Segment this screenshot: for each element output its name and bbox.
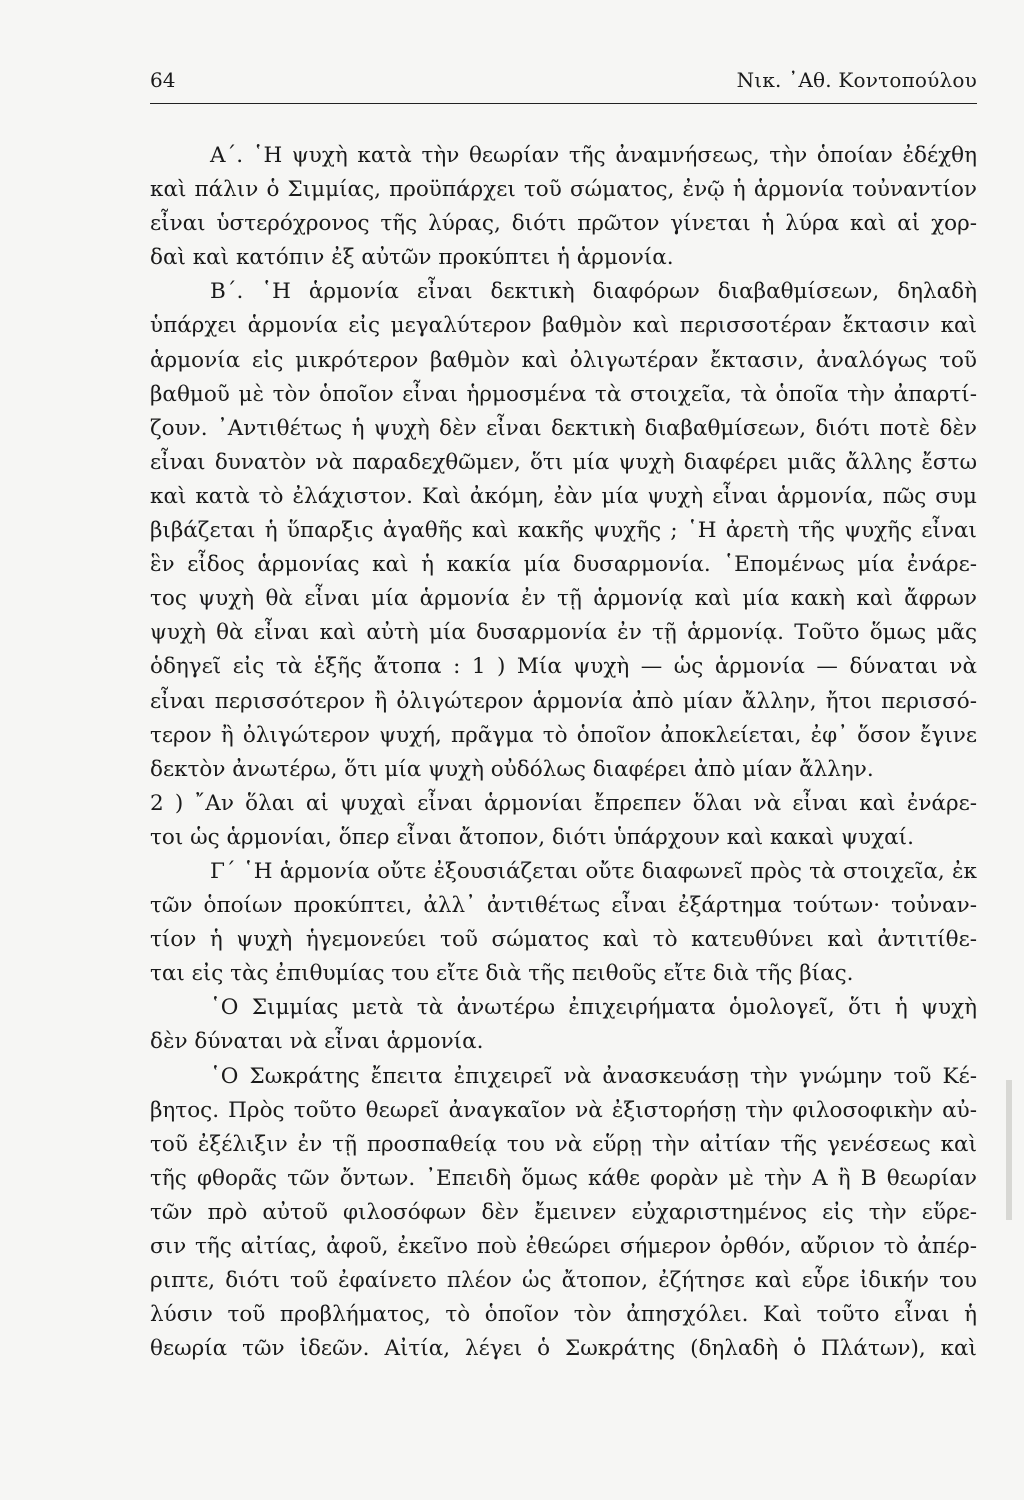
header-rule	[150, 103, 977, 104]
text-line: τοι ὡς ἁρμονίαι, ὅπερ εἶναι ἄτοπον, διότι ὑπάρχουν καὶ κακαὶ ψυχαί.	[150, 824, 914, 850]
text-line: βαθμοῦ μὲ τὸν ὁποῖον εἶναι ἡρμοσμένα τὰ στοιχεῖα, τὰ ὁποῖα τὴν ἀπαρτί-	[150, 381, 977, 407]
text-line: καὶ κατὰ τὸ ἐλάχιστον. Καὶ ἀκόμη, ἐὰν μία ψυχὴ εἶναι ἁρμονία, πῶς συμ	[150, 483, 977, 509]
text-line: καὶ πάλιν ὁ Σιμμίας, προϋπάρχει τοῦ σώματος, ἐνῷ ἡ ἁρμονία τοὐναντίον	[150, 177, 977, 203]
text-line: τῶν πρὸ αὐτοῦ φιλοσόφων δὲν ἔμεινεν εὐχαριστημένος εἰς τὴν εὕρε-	[150, 1199, 977, 1225]
text-line: τοῦ ἐξέλιξιν ἐν τῇ προσπαθείᾳ του νὰ εὕρῃ τὴν αἰτίαν τῆς γενέσεως καὶ	[150, 1131, 977, 1157]
text-line: ζουν. ᾿Αντιθέτως ἡ ψυχὴ δὲν εἶναι δεκτικὴ διαβαθμίσεων, διότι ποτὲ δὲν	[150, 415, 977, 441]
text-line: ὑπάρχει ἁρμονία εἰς μεγαλύτερον βαθμὸν καὶ περισσοτέραν ἔκτασιν καὶ	[150, 313, 977, 339]
text-line: εἶναι περισσότερον ἢ ὀλιγώτερον ἁρμονία ἀπὸ μίαν ἄλλην, ἤτοι περισσό-	[150, 688, 977, 714]
text-line: τίον ἡ ψυχὴ ἡγεμονεύει τοῦ σώματος καὶ τὸ κατευθύνει καὶ ἀντιτίθε-	[150, 927, 977, 953]
text-line: βιβάζεται ἡ ὕπαρξις ἀγαθῆς καὶ κακῆς ψυχῆς ; ῾Η ἀρετὴ τῆς ψυχῆς εἶναι	[150, 518, 977, 544]
text-line: ἁρμονία εἰς μικρότερον βαθμὸν καὶ ὀλιγωτέραν ἔκτασιν, ἀναλόγως τοῦ	[150, 347, 977, 373]
text-line: ῾Ο Σιμμίας μετὰ τὰ ἀνωτέρω ἐπιχειρήματα ὁμολογεῖ, ὅτι ἡ ψυχὴ	[210, 995, 977, 1021]
text-line: σιν τῆς αἰτίας, ἀφοῦ, ἐκεῖνο ποὺ ἐθεώρει σήμερον ὀρθόν, αὔριον τὸ ἀπέρ-	[150, 1234, 977, 1259]
text-line: 2 ) ῎Αν ὅλαι αἱ ψυχαὶ εἶναι ἁρμονίαι ἔπρεπεν ὅλαι νὰ εἶναι καὶ ἐνάρε-	[150, 790, 977, 816]
page-header	[150, 66, 977, 100]
text-line: δεκτὸν ἀνωτέρω, ὅτι μία ψυχὴ οὐδόλως διαφέρει ἀπὸ μίαν ἄλλην.	[150, 756, 874, 782]
text-line: Α΄. ῾Η ψυχὴ κατὰ τὴν θεωρίαν τῆς ἀναμνήσεως, τὴν ὁποίαν ἐδέχθη	[210, 143, 977, 168]
text-line: ὁδηγεῖ εἰς τὰ ἑξῆς ἄτοπα : 1 ) Μία ψυχὴ — ὡς ἁρμονία — δύναται νὰ	[150, 654, 977, 680]
text-line: λύσιν τοῦ προβλήματος, τὸ ὁποῖον τὸν ἀπησχόλει. Καὶ τοῦτο εἶναι ἡ	[150, 1302, 977, 1328]
page-number: 64	[150, 68, 176, 92]
text-line: ῾Ο Σωκράτης ἔπειτα ἐπιχειρεῖ νὰ ἀνασκευάσῃ τὴν γνώμην τοῦ Κέ-	[210, 1063, 977, 1089]
text-line: βητος. Πρὸς τοῦτο θεωρεῖ ἀναγκαῖον νὰ ἐξιστορήσῃ τὴν φιλοσοφικὴν αὐ-	[150, 1097, 977, 1123]
text-line: ται εἰς τὰς ἐπιθυμίας του εἴτε διὰ τῆς πειθοῦς εἴτε διὰ τῆς βίας.	[150, 961, 854, 987]
text-line: εἶναι δυνατὸν νὰ παραδεχθῶμεν, ὅτι μία ψυχὴ διαφέρει μιᾶς ἄλλης ἔστω	[150, 449, 977, 475]
scan-edge-shadow	[1006, 1080, 1012, 1220]
text-line: ριπτε, διότι τοῦ ἐφαίνετο πλέον ὡς ἄτοπον, ἐζήτησε καὶ εὗρε ἰδικήν του	[150, 1268, 977, 1294]
body-text	[150, 139, 977, 1366]
text-line: τῆς φθορᾶς τῶν ὄντων. ᾿Επειδὴ ὅμως κάθε φορὰν μὲ τὴν Α ἢ Β θεωρίαν	[150, 1165, 977, 1191]
text-line: θεωρία τῶν ἰδεῶν. Αἰτία, λέγει ὁ Σωκράτης (δηλαδὴ ὁ Πλάτων), καὶ	[150, 1336, 977, 1362]
running-head: Νικ. ᾿Αθ. Κοντοπούλου	[736, 68, 977, 92]
text-line: δαὶ καὶ κατόπιν ἐξ αὐτῶν προκύπτει ἡ ἁρμονία.	[150, 245, 674, 271]
text-line: δὲν δύναται νὰ εἶναι ἁρμονία.	[150, 1029, 484, 1055]
text-line: τῶν ὁποίων προκύπτει, ἀλλ᾿ ἀντιθέτως εἶναι ἐξάρτημα τούτων· τοὐναν-	[150, 893, 977, 919]
text-line: Γ΄ ῾Η ἁρμονία οὔτε ἐξουσιάζεται οὔτε διαφωνεῖ πρὸς τὰ στοιχεῖα, ἐκ	[210, 858, 977, 884]
text-line: εἶναι ὑστερόχρονος τῆς λύρας, διότι πρῶτον γίνεται ἡ λύρα καὶ αἱ χορ-	[150, 211, 977, 237]
text-line: Β΄. ῾Η ἁρμονία εἶναι δεκτικὴ διαφόρων διαβαθμίσεων, δηλαδὴ	[210, 279, 977, 305]
text-line: τος ψυχὴ θὰ εἶναι μία ἁρμονία ἐν τῇ ἁρμονίᾳ καὶ μία κακὴ καὶ ἄφρων	[150, 586, 977, 612]
text-line: ψυχὴ θὰ εἶναι καὶ αὐτὴ μία δυσαρμονία ἐν τῇ ἁρμονίᾳ. Τοῦτο ὅμως μᾶς	[150, 620, 977, 646]
text-line: ἓν εἶδος ἁρμονίας καὶ ἡ κακία μία δυσαρμονία. ῾Επομένως μία ἐνάρε-	[150, 552, 977, 578]
text-line: τερον ἢ ὀλιγώτερον ψυχή, πρᾶγμα τὸ ὁποῖον ἀποκλείεται, ἐφ᾿ ὅσον ἔγινε	[150, 722, 977, 748]
